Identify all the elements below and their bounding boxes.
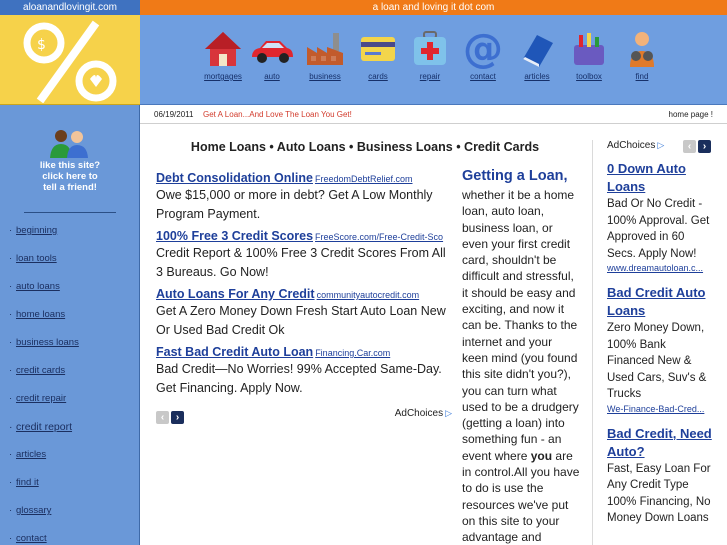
nav-link[interactable]: contact [16, 533, 47, 544]
right-ad-title[interactable]: Bad Credit, Need Auto? [607, 425, 712, 459]
ad-url[interactable]: FreedomDebtRelief.com [314, 174, 413, 184]
nav-item-find-it[interactable]: · find it [9, 477, 39, 488]
article-emphasis: you [530, 448, 553, 463]
ad-title[interactable]: 100% Free 3 Credit Scores [156, 229, 314, 243]
right-ad-title[interactable]: Bad Credit Auto Loans [607, 285, 706, 318]
book-icon [517, 29, 557, 69]
nav-icon-mortgages[interactable] [195, 29, 251, 81]
adchoices-triangle-icon: ▷ [445, 408, 452, 418]
nav-icon-articles[interactable] [509, 29, 565, 81]
right-ad-title[interactable]: 0 Down Auto Loans [607, 161, 686, 194]
nav-link[interactable]: find it [16, 477, 39, 488]
right-ad-description: Bad Or No Credit - 100% Approval. Get Approved in 60 Secs. Apply Now! [607, 198, 710, 260]
nav-link[interactable]: credit cards [16, 365, 66, 376]
nav-link[interactable]: beginning [16, 225, 58, 236]
tell-a-friend-link[interactable] [0, 128, 140, 193]
nav-icon-business[interactable] [297, 29, 353, 81]
article-body [462, 187, 580, 545]
house-icon [203, 29, 243, 69]
ad-block [156, 171, 452, 423]
nav-item-business-loans[interactable]: · business loans [9, 337, 79, 348]
next-arrow-icon[interactable]: › [171, 411, 184, 424]
right-ad-url[interactable]: www.dreamautoloan.c... [607, 263, 704, 273]
nav-icon-toolbox[interactable] [561, 29, 617, 81]
right-ad-item[interactable] [607, 284, 713, 415]
right-ad-column [607, 140, 713, 537]
ad-title-link[interactable] [156, 171, 452, 185]
ad-url[interactable]: FreeScore.com/Free-Credit-Sco [315, 232, 444, 242]
left-nav [9, 225, 79, 545]
adchoices-triangle-icon: ▷ [657, 140, 665, 150]
nav-icon-cards[interactable] [350, 29, 406, 81]
two-people-icon [48, 128, 92, 158]
nav-icon-label[interactable]: cards [368, 72, 388, 81]
nav-item-credit-repair[interactable]: · credit repair [9, 393, 67, 404]
nav-icon-find[interactable] [614, 29, 670, 81]
right-ad-header [607, 140, 713, 160]
right-ad-url[interactable]: We-Finance-Bad-Cred... [607, 403, 705, 414]
nav-icon-label[interactable]: contact [470, 72, 496, 81]
nav-item-articles[interactable]: · articles [9, 449, 47, 460]
ad-item[interactable] [156, 287, 452, 339]
nav-icon-label[interactable]: mortgages [204, 72, 242, 81]
nav-item-glossary[interactable]: · glossary [9, 505, 52, 516]
first-aid-icon [410, 29, 450, 69]
article-text-continued: are in control.All you have to do is use the resources we've put on this site to your advantage and [462, 448, 580, 545]
nav-link[interactable]: credit report [16, 421, 73, 433]
nav-item-beginning[interactable]: · beginning [9, 225, 58, 236]
at-sign-icon [463, 29, 503, 69]
adchoices-label[interactable]: AdChoices [607, 140, 656, 151]
nav-icon-label[interactable]: auto [264, 72, 280, 81]
prev-arrow-icon[interactable]: ‹ [683, 140, 696, 153]
car-icon [249, 29, 295, 69]
page-headline: Home Loans • Auto Loans • Business Loans • Credit Cards [190, 140, 540, 154]
ad-controls [156, 407, 452, 421]
right-ad-item[interactable] [607, 160, 713, 274]
factory-icon [303, 29, 347, 69]
ad-title[interactable]: Auto Loans For Any Credit [156, 287, 315, 301]
percent-logo-icon [18, 19, 122, 103]
nav-link[interactable]: home loans [16, 309, 66, 320]
nav-icon-label[interactable]: articles [524, 72, 550, 81]
nav-icon-contact[interactable] [455, 29, 511, 81]
home-page-link[interactable]: home page ! [668, 110, 713, 119]
nav-item-contact[interactable]: · contact [9, 533, 47, 544]
nav-icon-label[interactable]: toolbox [576, 72, 602, 81]
adchoices-label[interactable]: AdChoices [394, 408, 444, 419]
share-line-3: tell a friend! [43, 182, 97, 193]
intro-article [462, 168, 580, 545]
nav-item-auto-loans[interactable]: · auto loans [9, 281, 60, 292]
right-ad-arrows [683, 140, 713, 153]
nav-icon-label[interactable]: business [309, 72, 341, 81]
adchoices-link[interactable] [395, 408, 452, 419]
nav-link[interactable]: glossary [16, 505, 52, 516]
logo[interactable] [0, 15, 140, 105]
article-title: Getting a Loan, [462, 168, 568, 184]
nav-link[interactable]: credit repair [16, 393, 67, 404]
slogan: Get A Loan...And Love The Loan You Get! [203, 110, 352, 119]
prev-arrow-icon[interactable]: ‹ [156, 411, 169, 424]
nav-link[interactable]: business loans [16, 337, 79, 348]
icon-nav [140, 15, 727, 105]
nav-item-home-loans[interactable]: · home loans [9, 309, 66, 320]
ad-description: Credit Report & 100% Free 3 Credit Scores From All 3 Bureaus. Go Now! [156, 246, 446, 279]
ad-url[interactable]: communityautocredit.com [316, 290, 420, 300]
adchoices-link[interactable] [607, 140, 664, 151]
ad-title-link[interactable] [156, 229, 452, 243]
nav-icon-auto[interactable] [244, 29, 300, 81]
site-name: aloanandlovingit.com [0, 0, 140, 15]
ad-item[interactable] [156, 229, 452, 281]
date-strip [140, 106, 727, 124]
ad-item[interactable] [156, 345, 452, 397]
nav-icon-label[interactable]: repair [419, 72, 441, 81]
current-date: 06/19/2011 [154, 110, 194, 119]
nav-item-credit-report[interactable]: · credit report [9, 421, 73, 433]
left-sidebar [0, 0, 140, 545]
ad-url[interactable]: Financing.Car.com [315, 348, 391, 358]
right-ad-item[interactable] [607, 425, 713, 527]
toolbox-icon [569, 29, 609, 69]
nav-icon-repair[interactable] [402, 29, 458, 81]
right-ad-description: Zero Money Down, 100% Bank Financed New & Used Cars, Suv's & Trucks [607, 322, 707, 400]
nav-item-credit-cards[interactable]: · credit cards [9, 365, 66, 376]
share-line-1: like this site? [39, 160, 101, 171]
right-ad-description: Fast, Easy Loan For Any Credit Type 100% Financing, No Money Down Loans [607, 462, 711, 524]
nav-link[interactable]: loan tools [16, 253, 57, 264]
article-text: whether it be a home loan, auto loan, business loan, or even your first credit card, shouldn't be difficult and stressful, it should be easy and exciting, and now it can be. Thanks to the internet and your keen mind (you found this site didn't you?), you can turn what used to be a drudgery (getting a loan) into something fun - an event where [462, 188, 579, 463]
top-tagline: a loan and loving it dot com [140, 0, 727, 15]
nav-link[interactable]: articles [16, 449, 47, 460]
person-binoculars-icon [622, 29, 662, 69]
next-arrow-icon[interactable]: › [698, 140, 711, 153]
ad-item[interactable] [156, 171, 452, 223]
ad-description: Bad Credit—No Worries! 99% Accepted Same-Day. Get Financing. Apply Now. [156, 362, 442, 395]
nav-icon-label[interactable]: find [635, 72, 649, 81]
nav-link[interactable]: auto loans [16, 281, 60, 292]
ad-title[interactable]: Debt Consolidation Online [156, 171, 313, 185]
ad-title-link[interactable] [156, 287, 452, 301]
share-line-2: click here to [42, 171, 98, 182]
svg-text:$: $ [37, 37, 46, 53]
ad-description: Get A Zero Money Down Fresh Start Auto Loan New Or Used Bad Credit Ok [156, 304, 446, 337]
credit-card-icon [358, 29, 398, 69]
svg-text:@: @ [463, 29, 503, 69]
ad-title[interactable]: Fast Bad Credit Auto Loan [156, 345, 314, 359]
ad-title-link[interactable] [156, 345, 452, 359]
divider [24, 212, 116, 213]
column-divider [592, 140, 593, 545]
nav-item-loan-tools[interactable]: · loan tools [9, 253, 57, 264]
ad-description: Owe $15,000 or more in debt? Get A Low Monthly Program Payment. [156, 188, 433, 221]
